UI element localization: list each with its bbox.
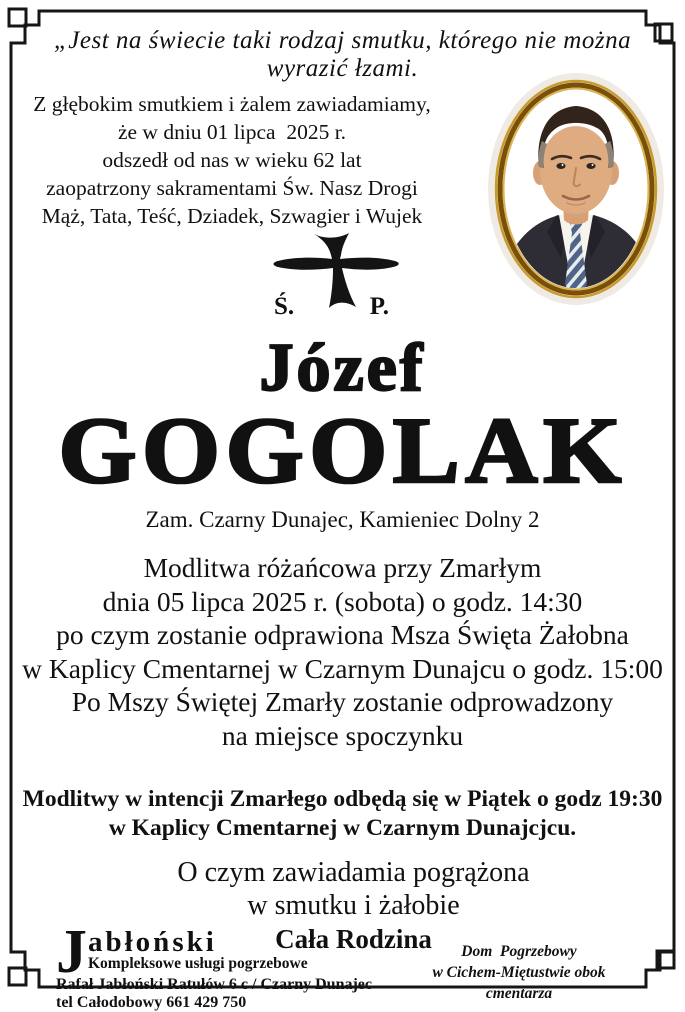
friday-prayers-block <box>10 785 675 842</box>
service-details-block <box>12 551 673 752</box>
deceased-portrait-photo <box>487 72 665 306</box>
memorial-cross-block <box>252 231 417 333</box>
family-roles-line: Mąż, Tata, Teść, Dziadek, Szwagier i Wujek <box>41 204 423 228</box>
mass-location-line: w Kaplicy Cmentarnej w Czarnym Dunajcu o godz. 15:00 <box>22 652 663 684</box>
funeral-home-location-line-1: Dom Pogrzebowy <box>461 943 577 960</box>
family-signature: Cała Rodzina <box>275 924 432 954</box>
funeral-home-name: abłoński <box>88 926 217 958</box>
funeral-home-contact: Rafał Jabłoński Ratułów 6 c / Czarny Dunajec tel Całodobowy 661 429 750 <box>56 976 381 1011</box>
announcement-block <box>26 90 438 230</box>
memorial-quote: „Jest na świecie taki rodzaj smutku, którego nie można wyrazić łzami. <box>53 27 638 82</box>
rosary-line: Modlitwa różańcowa przy Zmarłym <box>143 552 542 583</box>
death-date-line: że w dniu 01 lipca 2025 r. <box>117 120 347 144</box>
sp-abbreviation <box>274 293 389 321</box>
funeral-home-tagline: Kompleksowe usługi pogrzebowe <box>88 955 308 972</box>
funeral-home-location-line-2: w Cichem-Miętustwie obok cmentarza <box>432 964 610 1002</box>
deceased-first-name: Józef <box>259 329 426 405</box>
procession-line: Po Mszy Świętej Zmarły zostanie odprowadzony <box>71 686 614 717</box>
sp-left: Ś. <box>274 293 295 320</box>
border-corner-square-top-left <box>9 9 26 26</box>
rosary-date-line: dnia 05 lipca 2025 r. (sobota) o godz. 14:30 <box>102 585 583 617</box>
portrait-oval-graphic <box>487 72 665 306</box>
border-corner-square-top-right <box>655 24 672 41</box>
funeral-home-location <box>414 941 624 1004</box>
announcement-line: Z głębokim smutkiem i żalem zawiadamiamy, <box>33 92 431 116</box>
mass-line: po czym zostanie odprawiona Msza Święta Żałobna <box>56 619 629 650</box>
border-corner-square-bottom-left <box>9 968 26 985</box>
resting-place-line: na miejsce spoczynku <box>221 719 464 751</box>
closing-line: O czym zawiadamia pogrążona <box>177 857 530 888</box>
deceased-residence: Zam. Czarny Dunajec, Kamieniec Dolny 2 <box>145 507 540 532</box>
funeral-home-initial: J <box>56 918 87 986</box>
friday-prayers-line: Modlitwy w intencji Zmarłego odbędą się w Piątek o godz 19:30 <box>22 786 663 812</box>
funeral-home-logo <box>56 918 396 986</box>
sacraments-line: zaopatrzony sakramentami Św. Nasz Drogi <box>46 176 418 200</box>
closing-line-2: w smutku i żałobie <box>247 889 460 921</box>
age-line: odszedł od nas w wieku 62 lat <box>102 148 362 172</box>
deceased-last-name: GOGOLAK <box>58 399 627 503</box>
friday-prayers-location-line: w Kaplicy Cmentarnej w Czarnym Dunajcjcu. <box>108 814 577 841</box>
sp-right: P. <box>369 293 389 320</box>
